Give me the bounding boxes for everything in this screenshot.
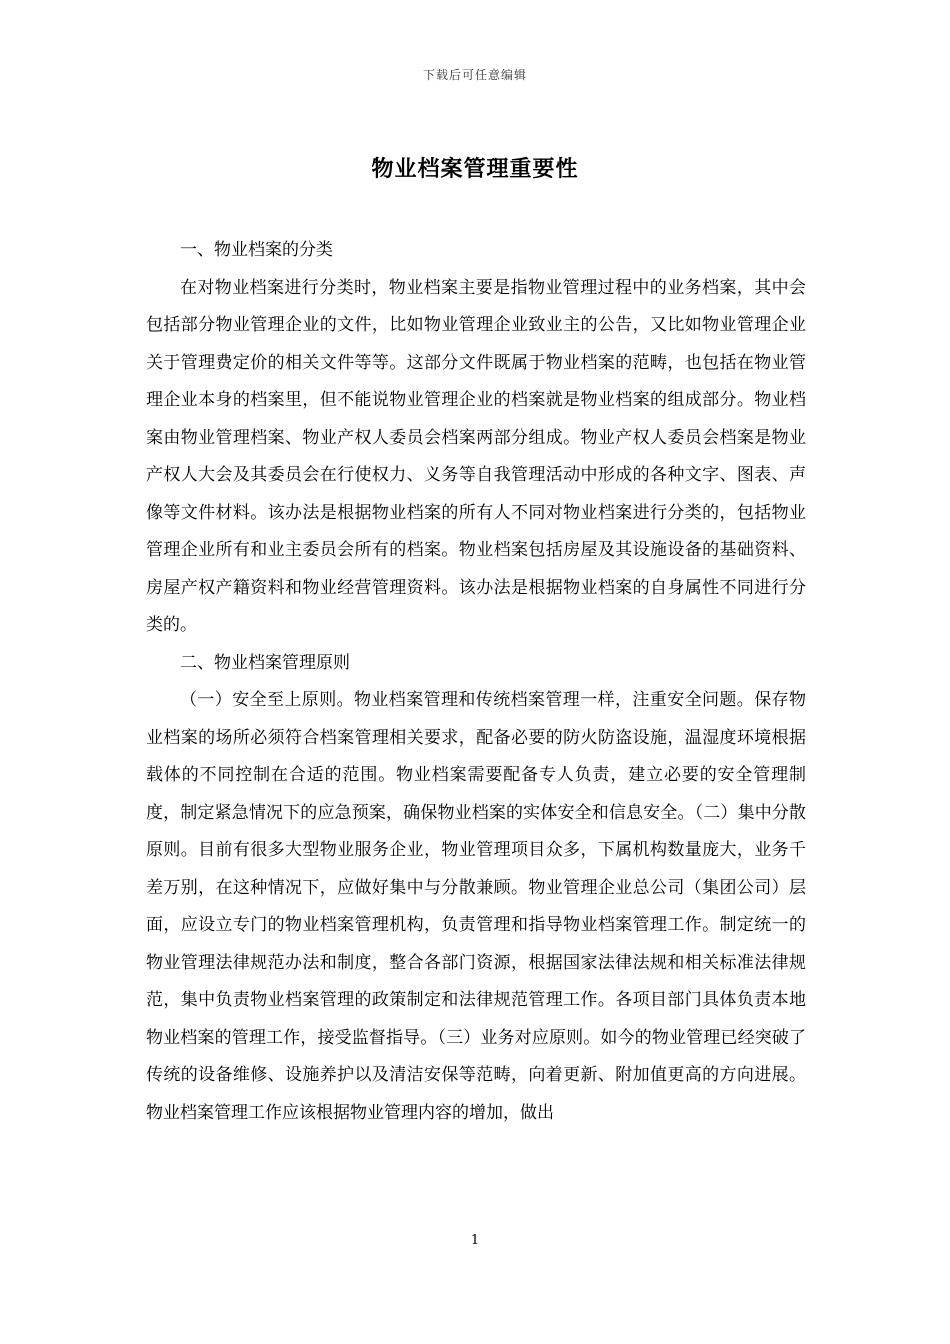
paragraph-classification: 在对物业档案进行分类时，物业档案主要是指物业管理过程中的业务档案，其中会包括部分物业管理企业的文件，比如物业管理企业致业主的公告，又比如物业管理企业关于管理费定价的相关文件等等。这部分文件既属于物业档案的范畴，也包括在物业管理企业本身的档案里，但不能说物业管理企业的档案就是物业档案的组成部分。物业档案由物业管理档案、物业产权人委员会档案两部分组成。物业产权人委员会档案是物业产权人大会及其委员会在行使权力、义务等自我管理活动中形成的各种文字、图表、声像等文件材料。该办法是根据物业档案的所有人不同对物业档案进行分类的，包括物业管理企业所有和业主委员会所有的档案。物业档案包括房屋及其设施设备的基础资料、房屋产权产籍资料和物业经营管理资料。该办法是根据物业档案的自身属性不同进行分类的。 (146, 277, 806, 635)
header-note: 下载后可任意编辑 (422, 68, 527, 82)
paragraph-principles: （一）安全至上原则。物业档案管理和传统档案管理一样，注重安全问题。保存物业档案的场所必须符合档案管理相关要求，配备必要的防火防盗设施，温湿度环境根据载体的不同控制在合适的范围。物业档案需要配备专人负责，建立必要的安全管理制度，制定紧急情况下的应急预案，确保物业档案的实体安全和信息安全。（二）集中分散原则。目前有很多大型物业服务企业，物业管理项目众多，下属机构数量庞大，业务千差万别，在这种情况下，应做好集中与分散兼顾。物业管理企业总公司（集团公司）层面，应设立专门的物业档案管理机构，负责管理和指导物业档案管理工作。制定统一的物业管理法律规范办法和制度，整合各部门资源，根据国家法律法规和相关标准法律规范，集中负责物业档案管理的政策制定和法律规范管理工作。各项目部门具体负责本地物业档案的管理工作，接受监督指导。（三）业务对应原则。如今的物业管理已经突破了传统的设备维修、设施养护以及清洁安保等范畴，向着更新、附加值更高的方向进展。物业档案管理工作应该根据物业管理内容的增加，做出 (146, 690, 806, 1123)
section-heading-principles: 二、物业档案管理原则 (180, 652, 350, 673)
page-number: 1 (470, 1233, 480, 1248)
document-title: 物业档案管理重要性 (371, 156, 579, 182)
document-body (146, 232, 806, 1132)
section-heading-classification: 一、物业档案的分类 (180, 240, 333, 260)
